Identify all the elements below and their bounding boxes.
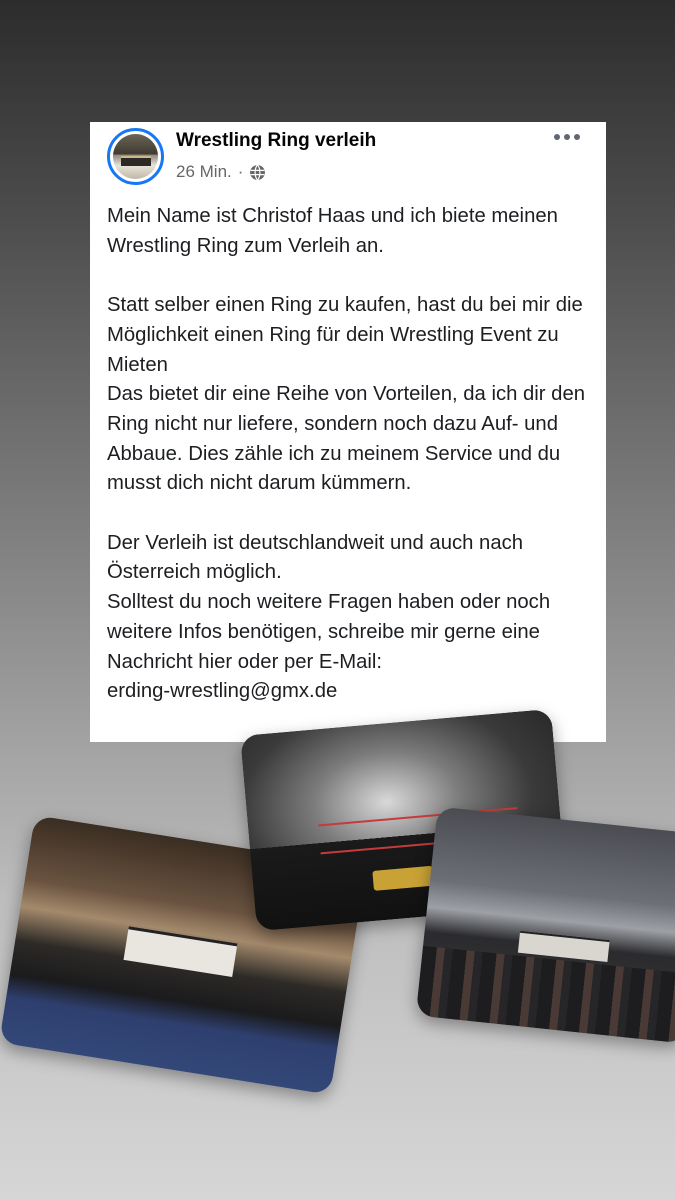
- facebook-post-card: [90, 122, 606, 742]
- post-text: [107, 202, 593, 707]
- ring-shape: [124, 926, 238, 977]
- page-avatar[interactable]: [107, 128, 164, 185]
- more-icon[interactable]: [554, 130, 580, 144]
- post-paragraph-contact: Solltest du noch weitere Fragen haben oder noch weitere Infos benötigen, schreibe mir gerne eine Nachricht hier oder per E-Mail:: [107, 591, 551, 673]
- crowd: [416, 946, 675, 1044]
- post-time[interactable]: 26 Min.: [176, 162, 232, 181]
- post-paragraph-intro: Mein Name ist Christof Haas und ich biete meinen Wrestling Ring zum Verleih an.: [107, 205, 558, 257]
- ring-banner: [372, 866, 434, 891]
- post-meta: [176, 162, 266, 182]
- globe-icon: [249, 164, 266, 181]
- avatar-image: [113, 134, 158, 179]
- page-name[interactable]: Wrestling Ring verleih: [176, 130, 377, 151]
- event-photo-arena: [416, 806, 675, 1043]
- post-paragraph-advantages: Das bietet dir eine Reihe von Vorteilen, da ich dir den Ring nicht nur liefere, sondern noch dazu Auf- und Abbaue. Dies zähle ich zu meinem Service und du musst dich nicht darum kümmern.: [107, 383, 586, 495]
- post-paragraph-offer: Statt selber einen Ring zu kaufen, hast du bei mir die Möglichkeit einen Ring für dein Wrestling Event zu Mieten: [107, 294, 583, 376]
- post-email-link[interactable]: erding-wrestling@gmx.de: [107, 680, 338, 703]
- meta-separator: ·: [237, 162, 244, 181]
- post-paragraph-coverage: Der Verleih ist deutschlandweit und auch nach Österreich möglich.: [107, 531, 524, 584]
